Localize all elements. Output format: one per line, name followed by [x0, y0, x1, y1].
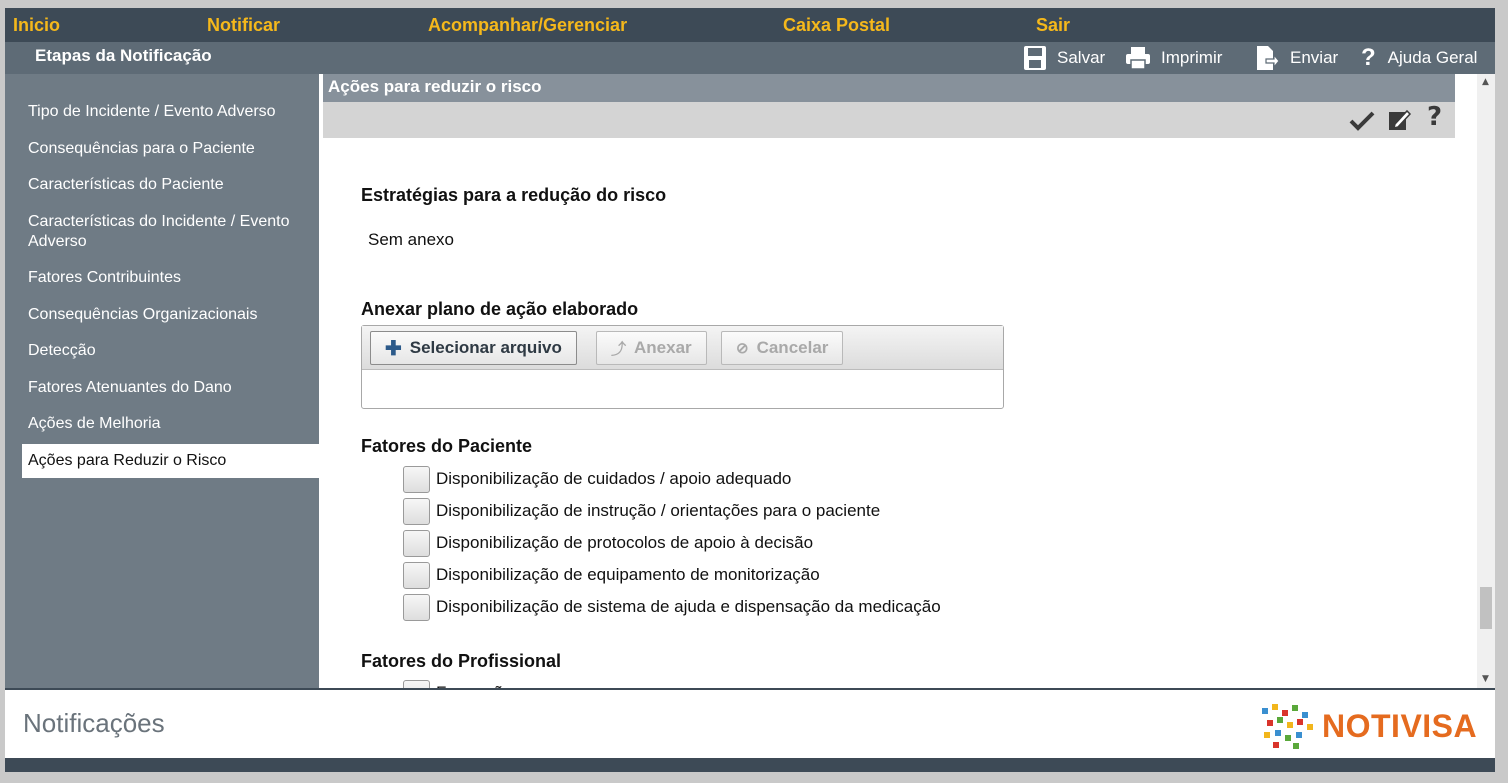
send-button[interactable]	[1254, 45, 1338, 71]
checkbox-row	[403, 562, 820, 588]
top-navigation	[5, 8, 1495, 42]
sidebar-item-caracteristicas-paciente[interactable]: Características do Paciente	[28, 176, 224, 193]
sidebar-item-deteccao[interactable]: Detecção	[28, 342, 96, 359]
checkbox[interactable]	[403, 466, 430, 493]
strategies-label: Estratégias para a redução do risco	[361, 185, 667, 205]
sidebar-item-consequencias-organizacionais[interactable]: Consequências Organizacionais	[28, 306, 258, 323]
help-label: Ajuda Geral	[1387, 48, 1478, 67]
check-icon[interactable]	[1349, 111, 1375, 131]
checkbox-label: Disponibilização de equipamento de monitorização	[436, 565, 820, 584]
sidebar-item-fatores-atenuantes[interactable]: Fatores Atenuantes do Dano	[28, 379, 232, 396]
sidebar-item-acoes-melhoria[interactable]: Ações de Melhoria	[28, 415, 161, 432]
patient-factors-heading: Fatores do Paciente	[361, 436, 533, 456]
edit-icon[interactable]	[1387, 108, 1411, 132]
plus-icon: ✚	[385, 337, 402, 360]
section-action-bar	[323, 102, 1455, 138]
checkbox[interactable]	[403, 594, 430, 621]
scroll-down-icon[interactable]: ▼	[1482, 674, 1489, 684]
checkbox-row	[403, 466, 791, 492]
scrollbar-thumb[interactable]	[1480, 587, 1492, 629]
main-content	[319, 74, 1477, 688]
attach-button[interactable]	[596, 331, 707, 365]
attach-label: Anexar	[634, 338, 692, 357]
help-icon: ?	[1361, 44, 1376, 71]
professional-factors-heading: Fatores do Profissional	[361, 651, 562, 671]
bottom-strip	[5, 758, 1495, 772]
select-file-label: Selecionar arquivo	[409, 338, 562, 357]
select-file-button[interactable]	[370, 331, 577, 365]
cancel-label: Cancelar	[756, 338, 829, 357]
upload-arrow-icon: ⤴	[611, 340, 627, 358]
section-title: Ações para reduzir o risco	[323, 74, 1455, 102]
save-button[interactable]	[1023, 45, 1105, 71]
save-icon	[1023, 45, 1047, 71]
nav-acompanhar-gerenciar[interactable]: Acompanhar/Gerenciar	[428, 15, 628, 35]
main-scrollbar[interactable]	[1477, 74, 1495, 688]
nav-sair[interactable]: Sair	[1036, 15, 1071, 35]
notivisa-logo-icon	[1258, 702, 1316, 750]
checkbox-label: Disponibilização de cuidados / apoio adequado	[436, 469, 792, 488]
checkbox[interactable]	[403, 498, 430, 525]
file-upload-widget	[361, 325, 1004, 409]
attach-plan-label: Anexar plano de ação elaborado	[361, 299, 639, 319]
send-icon	[1254, 45, 1280, 71]
nav-caixa-postal[interactable]: Caixa Postal	[783, 15, 891, 35]
print-label: Imprimir	[1161, 48, 1223, 67]
checkbox-row	[403, 498, 880, 524]
cancel-icon: ⊘	[736, 340, 749, 357]
nav-notificar[interactable]: Notificar	[207, 15, 281, 35]
sidebar-item-caracteristicas-incidente[interactable]: Características do Incidente / Evento Adverso	[28, 213, 290, 250]
checkbox-label: Disponibilização de instrução / orientações para o paciente	[436, 501, 881, 520]
scroll-up-icon[interactable]: ▲	[1482, 77, 1489, 87]
print-button[interactable]	[1125, 45, 1222, 71]
checkbox[interactable]	[403, 530, 430, 557]
help-button[interactable]	[1361, 45, 1477, 71]
sidebar-item-fatores-contribuintes[interactable]: Fatores Contribuintes	[28, 269, 181, 286]
help-question-icon[interactable]: ?	[1427, 102, 1443, 132]
checkbox[interactable]	[403, 562, 430, 589]
send-label: Enviar	[1290, 48, 1339, 67]
upload-toolbar	[362, 326, 1003, 370]
notivisa-brand-text: NOTIVISA	[1322, 707, 1478, 744]
steps-title: Etapas da Notificação	[35, 46, 212, 65]
notivisa-logo	[1258, 702, 1477, 750]
nav-inicio[interactable]: Inicio	[13, 15, 61, 35]
checkbox-label: Disponibilização de protocolos de apoio à decisão	[436, 533, 814, 552]
checkbox-row	[403, 530, 813, 556]
steps-sidebar	[5, 74, 319, 682]
printer-icon	[1125, 46, 1151, 70]
checkbox-label: Disponibilização de sistema de ajuda e dispensação da medicação	[436, 597, 941, 616]
sidebar-item-consequencias-paciente[interactable]: Consequências para o Paciente	[28, 140, 255, 157]
footer	[5, 688, 1495, 758]
footer-title: Notificações	[23, 708, 165, 738]
cancel-button[interactable]	[721, 331, 843, 365]
no-attachment-text: Sem anexo	[368, 230, 454, 249]
checkbox-row	[403, 594, 941, 620]
save-label: Salvar	[1057, 48, 1106, 67]
sidebar-item-acoes-reduzir-risco[interactable]: Ações para Reduzir o Risco	[22, 444, 319, 478]
toolbar	[5, 42, 1495, 74]
sidebar-item-tipo-incidente[interactable]: Tipo de Incidente / Evento Adverso	[28, 103, 276, 120]
